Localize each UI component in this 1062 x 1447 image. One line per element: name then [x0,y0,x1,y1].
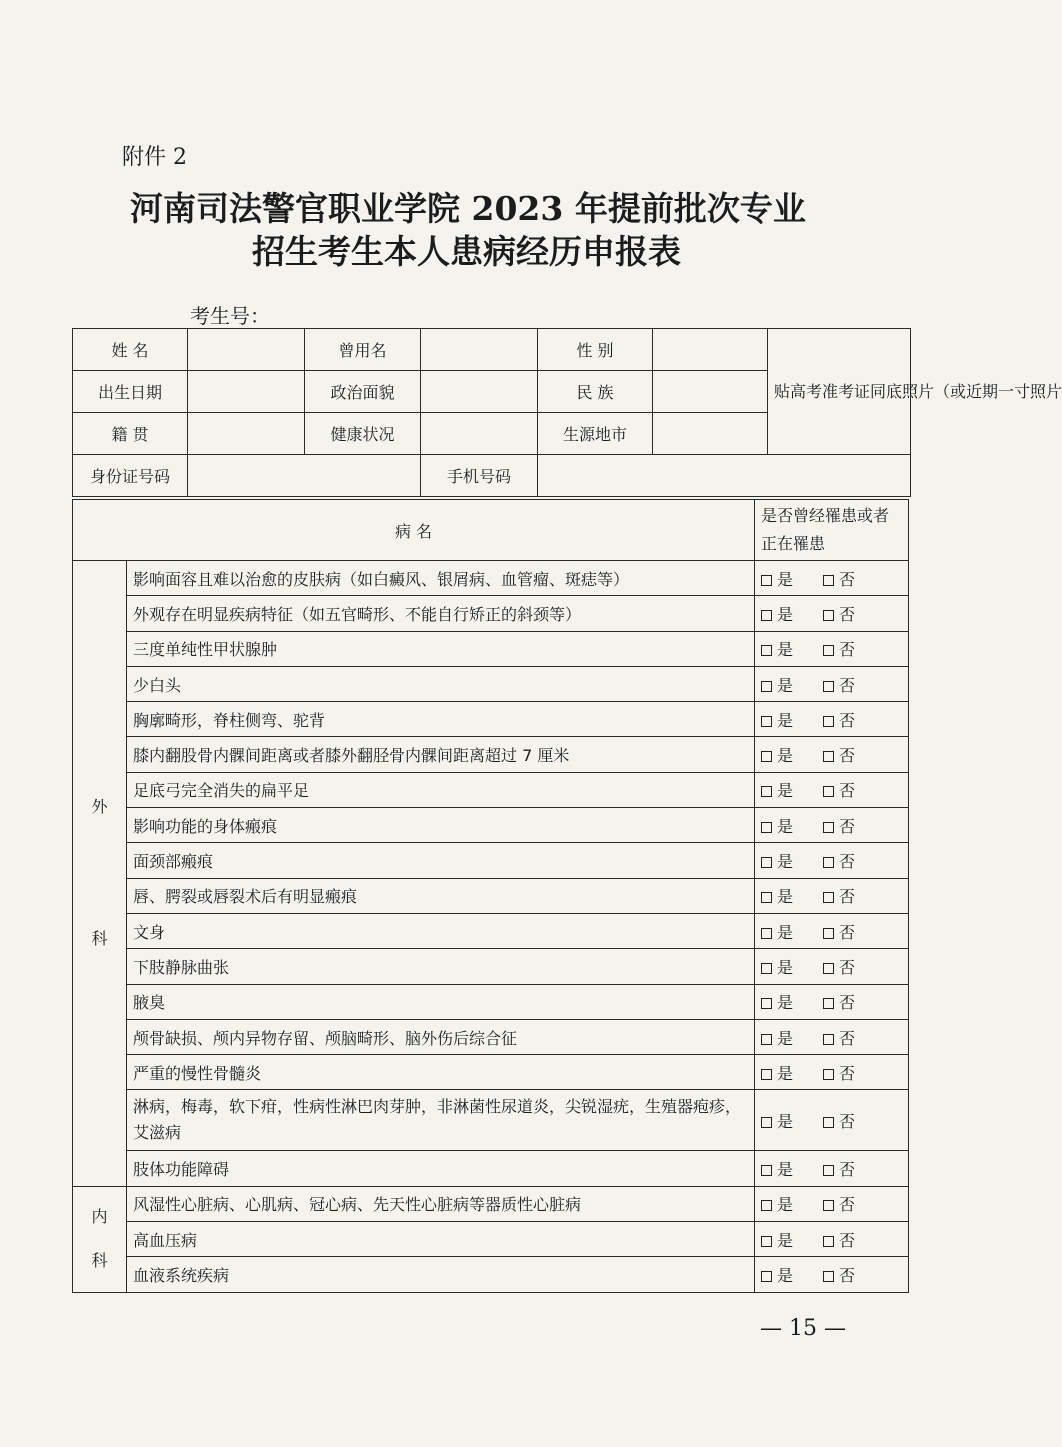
yes-label: 是 [777,746,794,766]
phone-label: 手机号码 [421,455,538,497]
yes-no-choice [755,949,909,984]
yes-checkbox[interactable] [761,892,772,903]
table-row [73,1222,909,1257]
birth-label: 出生日期 [73,371,188,413]
disease-name: 下肢静脉曲张 [127,949,755,984]
yes-checkbox[interactable] [761,1117,772,1128]
no-checkbox[interactable] [823,998,834,1009]
disease-name: 血液系统疾病 [127,1257,755,1292]
yes-no-choice [755,772,909,807]
disease-table [72,499,909,1293]
gender-field[interactable] [653,329,768,371]
yes-no-choice [755,808,909,843]
table-row [73,949,909,984]
yes-checkbox[interactable] [761,1271,772,1282]
table-row [73,843,909,878]
health-field[interactable] [421,413,538,455]
photo-box[interactable]: 贴高考准考证同底照片（或近期一寸照片 [768,329,911,455]
disease-name: 文身 [127,913,755,948]
yes-label: 是 [777,640,794,660]
no-checkbox[interactable] [823,1236,834,1247]
yes-checkbox[interactable] [761,1236,772,1247]
yes-no-choice [755,1090,909,1151]
source-label: 生源地市 [538,413,653,455]
no-label: 否 [839,887,856,907]
disease-name: 少白头 [127,666,755,701]
yes-no-choice [755,1019,909,1054]
no-checkbox[interactable] [823,892,834,903]
table-row [73,702,909,737]
disease-name: 颅骨缺损、颅内异物存留、颅脑畸形、脑外伤后综合征 [127,1019,755,1054]
name-field[interactable] [188,329,305,371]
yes-label: 是 [777,1063,794,1083]
native-field[interactable] [188,413,305,455]
no-label: 否 [839,710,856,730]
disease-name: 影响面容且难以治愈的皮肤病（如白癜风、银屑病、血管瘤、斑痣等） [127,561,755,596]
no-checkbox[interactable] [823,928,834,939]
status-header: 是否曾经罹患或者正在罹患 [755,500,909,561]
disease-name: 肢体功能障碍 [127,1151,755,1186]
table-row [73,772,909,807]
used-name-field[interactable] [421,329,538,371]
no-label: 否 [839,640,856,660]
yes-label: 是 [777,922,794,942]
yes-label: 是 [777,993,794,1013]
yes-no-choice [755,843,909,878]
disease-name: 严重的慢性骨髓炎 [127,1055,755,1090]
no-checkbox[interactable] [823,1034,834,1045]
yes-label: 是 [777,781,794,801]
yes-no-choice [755,1257,909,1292]
table-row [73,1055,909,1090]
political-label: 政治面貌 [305,371,421,413]
yes-no-choice [755,631,909,666]
yes-checkbox[interactable] [761,822,772,833]
yes-no-choice [755,1151,909,1186]
source-field[interactable] [653,413,768,455]
table-row [73,666,909,701]
no-label: 否 [839,1063,856,1083]
id-label: 身份证号码 [73,455,188,497]
ethnic-label: 民 族 [538,371,653,413]
yes-no-choice [755,878,909,913]
table-row [73,737,909,772]
yes-label: 是 [777,1028,794,1048]
phone-field[interactable] [538,455,911,497]
no-checkbox[interactable] [823,681,834,692]
yes-no-choice [755,1186,909,1221]
yes-checkbox[interactable] [761,1034,772,1045]
disease-name: 面颈部瘢痕 [127,843,755,878]
no-label: 否 [839,1111,856,1131]
yes-checkbox[interactable] [761,681,772,692]
title-line-2: 招生考生本人患病经历申报表 [252,232,681,271]
table-row [73,1090,909,1151]
disease-name: 风湿性心脏病、心肌病、冠心病、先天性心脏病等器质性心脏病 [127,1186,755,1221]
disease-name: 高血压病 [127,1222,755,1257]
yes-no-choice [755,666,909,701]
yes-label: 是 [777,957,794,977]
table-row [73,808,909,843]
yes-checkbox[interactable] [761,998,772,1009]
health-label: 健康状况 [305,413,421,455]
yes-no-choice [755,1055,909,1090]
yes-no-choice [755,596,909,631]
yes-checkbox[interactable] [761,963,772,974]
no-checkbox[interactable] [823,1069,834,1080]
yes-no-choice [755,561,909,596]
no-checkbox[interactable] [823,1117,834,1128]
no-label: 否 [839,781,856,801]
table-row [73,561,909,596]
no-label: 否 [839,1265,856,1285]
political-field[interactable] [421,371,538,413]
no-label: 否 [839,604,856,624]
no-label: 否 [839,675,856,695]
yes-checkbox[interactable] [761,1165,772,1176]
yes-checkbox[interactable] [761,575,772,586]
yes-checkbox[interactable] [761,928,772,939]
table-row [73,1257,909,1292]
no-checkbox[interactable] [823,857,834,868]
table-row [73,984,909,1019]
internal-category: 内 科 [73,1186,127,1292]
no-checkbox[interactable] [823,751,834,762]
yes-label: 是 [777,569,794,589]
yes-checkbox[interactable] [761,1069,772,1080]
yes-no-choice [755,702,909,737]
yes-label: 是 [777,710,794,730]
disease-name: 胸廓畸形，脊柱侧弯、驼背 [127,702,755,737]
native-label: 籍 贯 [73,413,188,455]
name-label: 姓 名 [73,329,188,371]
no-checkbox[interactable] [823,716,834,727]
yes-no-choice [755,1222,909,1257]
no-label: 否 [839,1195,856,1215]
ethnic-field[interactable] [653,371,768,413]
no-checkbox[interactable] [823,575,834,586]
no-label: 否 [839,746,856,766]
no-label: 否 [839,922,856,942]
table-row [73,631,909,666]
no-label: 否 [839,569,856,589]
yes-label: 是 [777,1195,794,1215]
yes-label: 是 [777,816,794,836]
personal-info-table [72,328,1062,497]
page-number: — 15 — [760,1316,846,1341]
birth-field[interactable] [188,371,305,413]
no-label: 否 [839,1160,856,1180]
disease-name: 三度单纯性甲状腺肿 [127,631,755,666]
no-checkbox[interactable] [823,963,834,974]
disease-name: 淋病，梅毒，软下疳，性病性淋巴肉芽肿，非淋菌性尿道炎，尖锐湿疣，生殖器疱疹，艾滋病 [127,1090,755,1151]
no-checkbox[interactable] [823,786,834,797]
disease-name: 影响功能的身体瘢痕 [127,808,755,843]
no-label: 否 [839,852,856,872]
title-line-1: 河南司法警官职业学院 2023 年提前批次专业 [130,189,806,228]
yes-label: 是 [777,604,794,624]
yes-label: 是 [777,1265,794,1285]
disease-header: 病 名 [73,500,755,561]
yes-checkbox[interactable] [761,716,772,727]
yes-checkbox[interactable] [761,1200,772,1211]
yes-label: 是 [777,675,794,695]
exam-number-label: 考生号： [190,304,270,328]
yes-label: 是 [777,852,794,872]
table-row [73,878,909,913]
no-checkbox[interactable] [823,610,834,621]
table-row [73,1019,909,1054]
yes-no-choice [755,737,909,772]
gender-label: 性 别 [538,329,653,371]
id-field[interactable] [188,455,421,497]
yes-checkbox[interactable] [761,645,772,656]
no-label: 否 [839,1230,856,1250]
no-checkbox[interactable] [823,645,834,656]
yes-checkbox[interactable] [761,857,772,868]
yes-no-choice [755,984,909,1019]
no-checkbox[interactable] [823,1165,834,1176]
no-label: 否 [839,1028,856,1048]
disease-name: 膝内翻股骨内髁间距离或者膝外翻胫骨内髁间距离超过 7 厘米 [127,737,755,772]
table-row [73,913,909,948]
yes-checkbox[interactable] [761,786,772,797]
disease-name: 外观存在明显疾病特征（如五官畸形、不能自行矫正的斜颈等） [127,596,755,631]
no-label: 否 [839,816,856,836]
yes-checkbox[interactable] [761,610,772,621]
used-name-label: 曾用名 [305,329,421,371]
disease-name: 唇、腭裂或唇裂术后有明显瘢痕 [127,878,755,913]
yes-label: 是 [777,1111,794,1131]
no-label: 否 [839,993,856,1013]
table-row [73,1186,909,1221]
yes-label: 是 [777,887,794,907]
disease-name: 腋臭 [127,984,755,1019]
yes-checkbox[interactable] [761,751,772,762]
attachment-label: 附件 2 [122,145,187,170]
no-label: 否 [839,957,856,977]
table-row [73,596,909,631]
disease-name: 足底弓完全消失的扁平足 [127,772,755,807]
table-row [73,1151,909,1186]
no-checkbox[interactable] [823,1271,834,1282]
yes-label: 是 [777,1230,794,1250]
no-checkbox[interactable] [823,1200,834,1211]
yes-label: 是 [777,1160,794,1180]
surgery-category: 外 科 [73,561,127,1187]
no-checkbox[interactable] [823,822,834,833]
yes-no-choice [755,913,909,948]
